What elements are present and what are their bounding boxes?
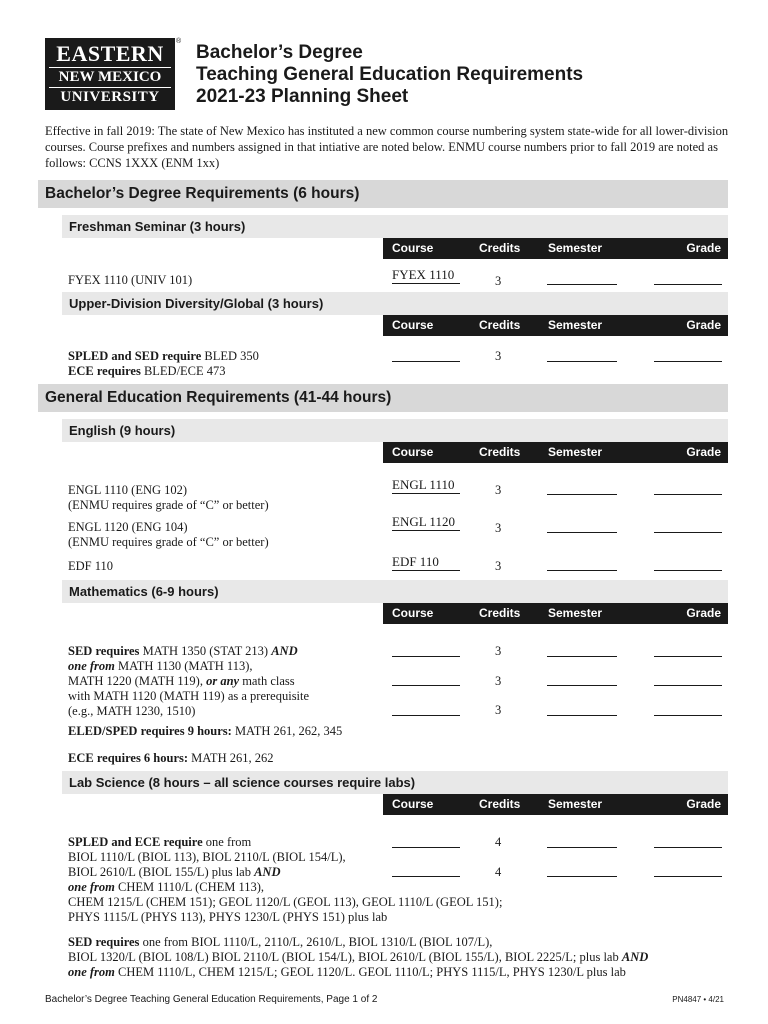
text: (e.g., MATH 1230, 1510) [68, 704, 196, 718]
header-grade: Grade [686, 318, 721, 332]
text: BLED 350 [201, 349, 259, 363]
label-bold: ELED/SPED requires 9 hours: [68, 724, 232, 738]
text: BIOL 1110/L (BIOL 113), BIOL 2110/L (BIOL 154/L), [68, 850, 346, 864]
text: BIOL 1320/L (BIOL 108/L) BIOL 2110/L (BIOL 154/L), BIOL 2610/L (BIOL 155/L), BIOL 2225/L; plus lab [68, 950, 622, 964]
grade-field[interactable] [654, 361, 722, 362]
emphasis: AND [254, 865, 281, 879]
semester-field[interactable] [547, 685, 617, 686]
semester-field[interactable] [547, 284, 617, 285]
credits-value: 4 [495, 835, 502, 849]
text: MATH 1130 (MATH 113), [114, 659, 253, 673]
header-semester: Semester [548, 606, 603, 620]
text: ENGL 1120 (ENG 104) [68, 520, 188, 534]
label-bold: SPLED and SED require [68, 349, 202, 363]
grade-field[interactable] [654, 284, 722, 285]
credits-value: 4 [495, 865, 502, 879]
course-field[interactable] [392, 361, 460, 362]
header-grade: Grade [686, 241, 721, 255]
text: MATH 1220 (MATH 119), [68, 674, 207, 688]
label-bold: ECE requires 6 hours: [68, 751, 189, 765]
text: BIOL 2610/L (BIOL 155/L) plus lab [68, 865, 255, 879]
column-header [383, 603, 728, 624]
text: (ENMU requires grade of “C” or better) [68, 498, 269, 512]
credits-value: 3 [495, 644, 502, 658]
text: CHEM 1110/L (CHEM 113), [114, 880, 265, 894]
label-bold: SPLED and ECE require [68, 835, 203, 849]
text: CHEM 1110/L, CHEM 1215/L; GEOL 1120/L. GEOL 1110/L; PHYS 1115/L, PHYS 1230/L plus lab [114, 965, 626, 979]
header-course: Course [392, 606, 434, 620]
registered-mark: ® [176, 38, 182, 45]
title-line-3: 2021-23 Planning Sheet [196, 86, 409, 107]
header-semester: Semester [548, 797, 603, 811]
semester-field[interactable] [547, 570, 617, 571]
text: MATH 261, 262, 345 [231, 724, 343, 738]
text: one from BIOL 1110/L, 2110/L, 2610/L, BIOL 1310/L (BIOL 107/L), [139, 935, 493, 949]
header-credits: Credits [479, 797, 521, 811]
emphasis: one from [68, 659, 115, 673]
subsection-mathematics: Mathematics (6-9 hours) [62, 580, 728, 603]
text: math class [239, 674, 295, 688]
text: with MATH 1120 (MATH 119) as a prerequisite [68, 689, 310, 703]
text: CHEM 1215/L (CHEM 151); GEOL 1120/L (GEOL 113), GEOL 1110/L (GEOL 151); [68, 895, 503, 909]
title-line-2: Teaching General Education Requirements [196, 64, 584, 85]
credits-value: 3 [495, 483, 502, 497]
course-field[interactable]: ENGL 1120 [392, 514, 460, 531]
label-bold: ECE requires [68, 364, 141, 378]
logo-line-3: UNIVERSITY [60, 89, 160, 105]
header-course: Course [392, 241, 434, 255]
grade-field[interactable] [654, 532, 722, 533]
grade-field[interactable] [654, 570, 722, 571]
header-semester: Semester [548, 318, 603, 332]
section-bachelors: Bachelor’s Degree Requirements (6 hours) [38, 180, 728, 208]
eled-sped-requirement [68, 724, 342, 739]
semester-field[interactable] [547, 494, 617, 495]
credits-value: 3 [495, 559, 502, 573]
course-field[interactable] [392, 656, 460, 657]
semester-field[interactable] [547, 876, 617, 877]
credits-value: 3 [495, 674, 502, 688]
title-line-1: Bachelor’s Degree [196, 42, 363, 63]
row-engl-1120 [68, 520, 269, 550]
ece-requirement [68, 751, 273, 766]
section-general-education: General Education Requirements (41-44 hours) [38, 384, 728, 412]
text: PHYS 1115/L (PHYS 113), PHYS 1230/L (PHYS 151) plus lab [68, 910, 388, 924]
intro-paragraph: Effective in fall 2019: The state of New Mexico has instituted a new common course numbering system state-wide for all lower-division courses. Course prefixes and numbers assigned in that intiative are noted below. ENMU course numbers prior to fall 2019 are noted as follows: CCNS 1XXX (ENM 1xx) [45, 124, 729, 170]
column-header [383, 238, 728, 259]
column-header [383, 315, 728, 336]
logo-line-1: EASTERN [56, 41, 164, 66]
header-semester: Semester [548, 445, 603, 459]
header-grade: Grade [686, 606, 721, 620]
semester-field[interactable] [547, 715, 617, 716]
emphasis: one from [68, 965, 115, 979]
course-field[interactable]: ENGL 1110 [392, 477, 460, 494]
course-field[interactable] [392, 847, 460, 848]
subsection-english: English (9 hours) [62, 419, 728, 442]
grade-field[interactable] [654, 715, 722, 716]
text: (ENMU requires grade of “C” or better) [68, 535, 269, 549]
header-course: Course [392, 318, 434, 332]
text: MATH 1350 (STAT 213) [139, 644, 272, 658]
header-course: Course [392, 797, 434, 811]
credits-value: 3 [495, 521, 502, 535]
label-bold: SED requires [68, 935, 140, 949]
column-header [383, 442, 728, 463]
header-credits: Credits [479, 445, 521, 459]
course-field[interactable] [392, 876, 460, 877]
semester-field[interactable] [547, 361, 617, 362]
emphasis: one from [68, 880, 115, 894]
row-fyex: FYEX 1110 (UNIV 101) [68, 273, 193, 287]
course-field[interactable]: EDF 110 [392, 554, 460, 571]
course-field[interactable] [392, 685, 460, 686]
text: MATH 261, 262 [188, 751, 274, 765]
course-field[interactable]: FYEX 1110 [392, 267, 460, 284]
text: one from [202, 835, 252, 849]
header-credits: Credits [479, 606, 521, 620]
row-edf-110: EDF 110 [68, 559, 114, 573]
subsection-lab-science: Lab Science (8 hours – all science courses require labs) [62, 771, 728, 794]
text: BLED/ECE 473 [140, 364, 226, 378]
row-engl-1110 [68, 483, 269, 513]
emphasis: AND [621, 950, 649, 964]
course-field[interactable] [392, 715, 460, 716]
subsection-upper-division: Upper-Division Diversity/Global (3 hours) [62, 292, 728, 315]
grade-field[interactable] [654, 656, 722, 657]
header-grade: Grade [686, 445, 721, 459]
header-credits: Credits [479, 241, 521, 255]
footer-form-code: PN4847 • 4/21 [672, 995, 724, 1004]
credits-value: 3 [495, 274, 502, 288]
column-header [383, 794, 728, 815]
semester-field[interactable] [547, 847, 617, 848]
subsection-freshman-seminar: Freshman Seminar (3 hours) [62, 215, 728, 238]
label-bold: SED requires [68, 644, 140, 658]
header-course: Course [392, 445, 434, 459]
grade-field[interactable] [654, 847, 722, 848]
footer-page-info: Bachelor’s Degree Teaching General Education Requirements, Page 1 of 2 [45, 994, 378, 1005]
grade-field[interactable] [654, 494, 722, 495]
text: ENGL 1110 (ENG 102) [68, 483, 188, 497]
enmu-logo [45, 38, 175, 110]
header-grade: Grade [686, 797, 721, 811]
semester-field[interactable] [547, 656, 617, 657]
emphasis: AND [271, 644, 298, 658]
logo-line-2: NEW MEXICO [49, 67, 171, 88]
credits-value: 3 [495, 349, 502, 363]
header-semester: Semester [548, 241, 603, 255]
emphasis: or any [206, 674, 240, 688]
semester-field[interactable] [547, 532, 617, 533]
grade-field[interactable] [654, 876, 722, 877]
grade-field[interactable] [654, 685, 722, 686]
math-requirements-text [68, 644, 309, 719]
row-upper-division-text [68, 349, 259, 379]
credits-value: 3 [495, 703, 502, 717]
lab-spled-ece-text [68, 835, 502, 925]
header-credits: Credits [479, 318, 521, 332]
lab-sed-text [68, 935, 733, 980]
